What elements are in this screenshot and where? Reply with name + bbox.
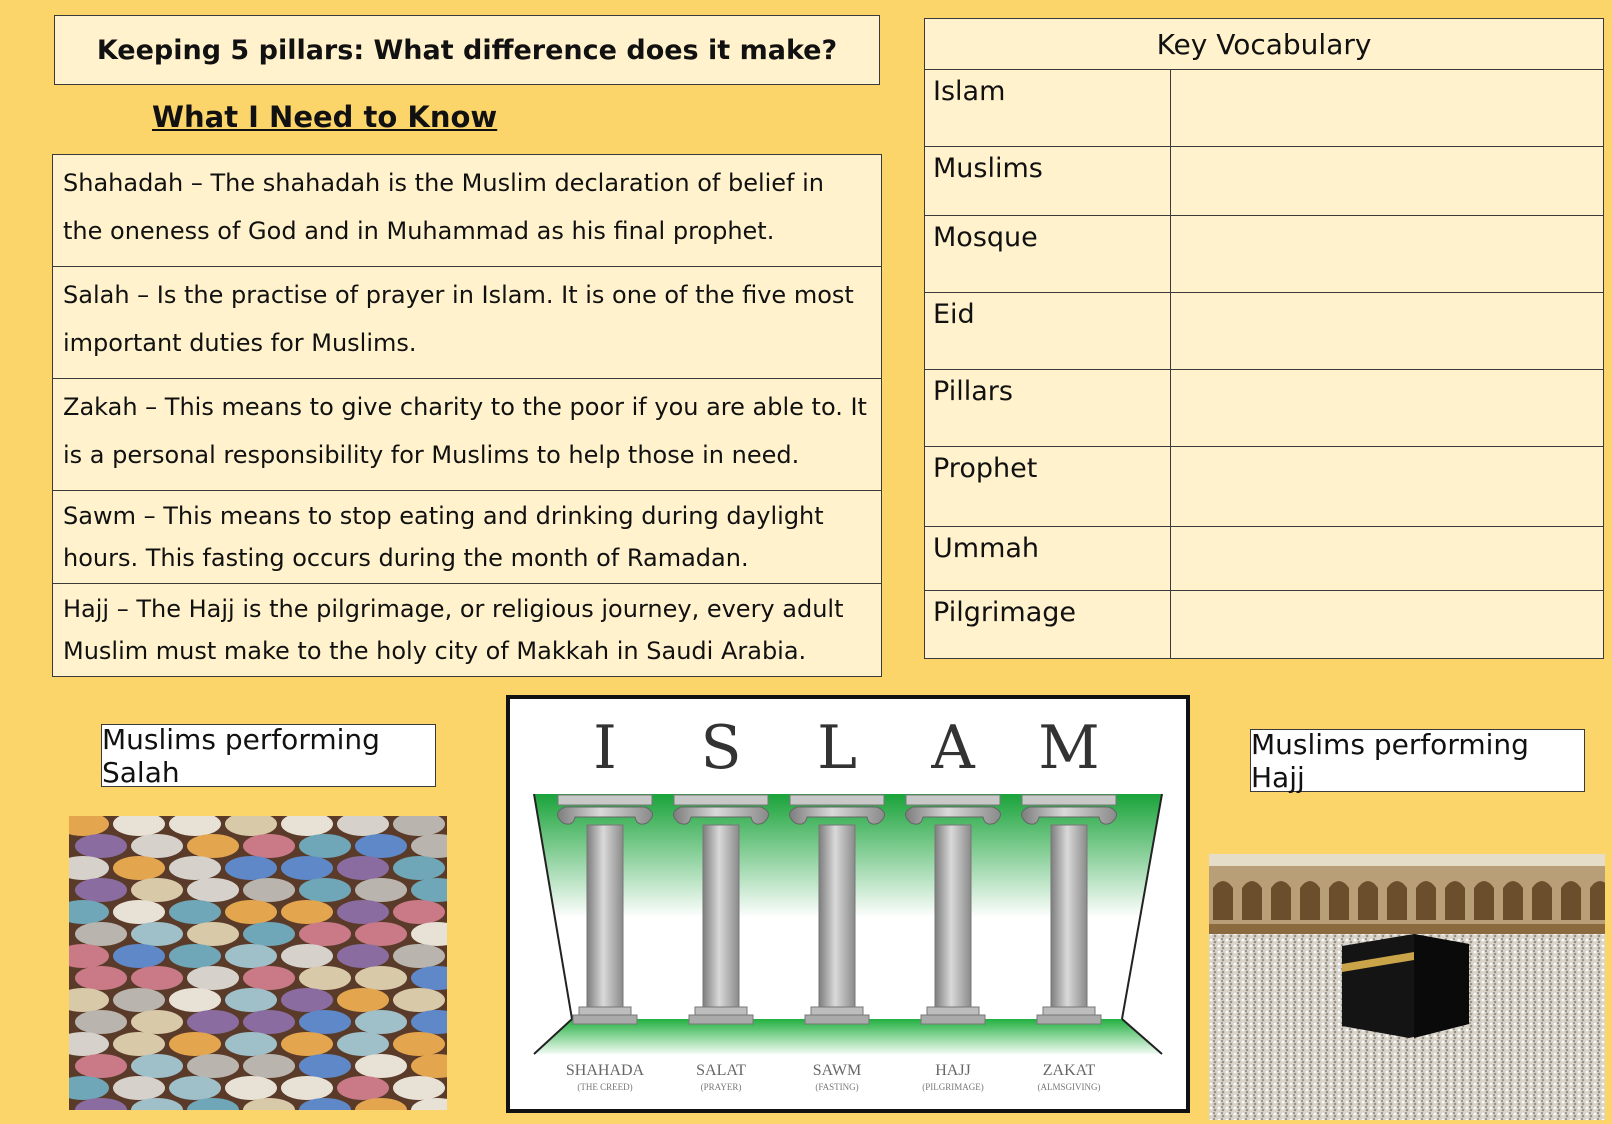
prayer-figure xyxy=(187,966,239,990)
prayer-figure xyxy=(131,1010,183,1034)
prayer-figure xyxy=(75,966,127,990)
arch xyxy=(1300,881,1320,920)
arch xyxy=(1416,881,1436,920)
vocab-definition-cell[interactable] xyxy=(1171,70,1604,147)
salah-photo xyxy=(69,816,447,1110)
prayer-figure xyxy=(281,856,333,880)
worksheet-title: Keeping 5 pillars: What difference does it make? xyxy=(96,34,838,66)
vocab-word: Islam xyxy=(925,70,1171,147)
arch xyxy=(1213,881,1233,920)
pillar-name-shahada: SHAHADA xyxy=(565,1062,645,1079)
prayer-figure xyxy=(243,922,295,946)
pillar-sub-creed: (THE CREED) xyxy=(577,1082,633,1092)
arch xyxy=(1329,881,1349,920)
prayer-figure xyxy=(299,1010,351,1034)
prayer-figure xyxy=(393,944,445,968)
prayer-figure xyxy=(243,1054,295,1078)
prayer-figure xyxy=(299,966,351,990)
prayer-figure xyxy=(393,988,445,1012)
salah-caption: Muslims performing Salah xyxy=(101,724,436,787)
hajj-caption: Muslims performing Hajj xyxy=(1250,729,1585,792)
prayer-figure xyxy=(225,1032,277,1056)
arch xyxy=(1445,881,1465,920)
prayer-figure xyxy=(75,834,127,858)
vocab-definition-cell[interactable] xyxy=(1171,216,1604,293)
pillar-name-zakat: ZAKAT xyxy=(1042,1062,1096,1079)
prayer-figure xyxy=(187,1010,239,1034)
hajj-photo xyxy=(1209,854,1605,1120)
vocab-word: Eid xyxy=(925,293,1171,370)
prayer-figure xyxy=(243,834,295,858)
prayer-figure xyxy=(75,878,127,902)
arch xyxy=(1271,881,1291,920)
prayer-figure xyxy=(187,1054,239,1078)
prayer-figure xyxy=(243,966,295,990)
prayer-figure xyxy=(113,856,165,880)
prayer-figure xyxy=(281,988,333,1012)
vocab-word: Pilgrimage xyxy=(925,591,1171,659)
arch xyxy=(1561,881,1581,920)
prayer-figure xyxy=(281,1032,333,1056)
vocab-word: Prophet xyxy=(925,447,1171,527)
vocab-title: Key Vocabulary xyxy=(925,19,1604,70)
prayer-figure xyxy=(355,878,407,902)
vocab-definition-cell[interactable] xyxy=(1171,591,1604,659)
arch xyxy=(1358,881,1378,920)
prayer-figure xyxy=(169,856,221,880)
prayer-figure xyxy=(113,944,165,968)
poster-letter-l: L xyxy=(817,713,857,783)
prayer-figure xyxy=(75,1054,127,1078)
prayer-figure xyxy=(355,834,407,858)
pillar-name-hajj: HAJJ xyxy=(935,1062,971,1079)
prayer-figure xyxy=(131,922,183,946)
prayer-figure xyxy=(299,922,351,946)
vocab-word: Mosque xyxy=(925,216,1171,293)
pillars-table xyxy=(52,154,882,677)
prayer-figure xyxy=(187,834,239,858)
prayer-figure xyxy=(355,922,407,946)
poster-letter-m: M xyxy=(1038,713,1100,783)
pillar-name-salat: SALAT xyxy=(696,1062,746,1079)
pillar-shahadah: Shahadah – The shahadah is the Muslim declaration of belief in the oneness of God and in Muhammad as his final prophet. xyxy=(53,155,882,267)
arch xyxy=(1387,881,1407,920)
pillar-sub-almsgiving: (ALMSGIVING) xyxy=(1037,1082,1101,1092)
arch xyxy=(1532,881,1552,920)
vocab-word: Muslims xyxy=(925,147,1171,216)
prayer-figure xyxy=(187,878,239,902)
vocab-definition-cell[interactable] xyxy=(1171,527,1604,591)
prayer-figure xyxy=(113,988,165,1012)
prayer-figure xyxy=(187,922,239,946)
pillar-hajj: Hajj – The Hajj is the pilgrimage, or religious journey, every adult Muslim must make to the holy city of Makkah in Saudi Arabia. xyxy=(53,584,882,677)
prayer-figure xyxy=(337,1076,389,1100)
prayer-figure xyxy=(225,900,277,924)
prayer-figure xyxy=(169,1032,221,1056)
pillar-name-sawm: SAWM xyxy=(812,1062,862,1079)
arch xyxy=(1242,881,1262,920)
pillar-salah: Salah – Is the practise of prayer in Islam. It is one of the five most important duties for Muslims. xyxy=(53,267,882,379)
prayer-figure xyxy=(393,856,445,880)
prayer-figure xyxy=(337,988,389,1012)
poster-letter-a: A xyxy=(931,713,975,783)
prayer-figure xyxy=(337,944,389,968)
prayer-figure xyxy=(243,878,295,902)
prayer-figure xyxy=(131,1054,183,1078)
poster-letter-i: I xyxy=(593,713,617,783)
arch xyxy=(1503,881,1523,920)
prayer-figure xyxy=(225,856,277,880)
pillar-zakah: Zakah – This means to give charity to the poor if you are able to. It is a personal responsibility for Muslims to help those in need. xyxy=(53,379,882,491)
prayer-figure xyxy=(393,1076,445,1100)
need-to-know-heading: What I Need to Know xyxy=(152,100,498,134)
prayer-figure xyxy=(131,878,183,902)
prayer-figure xyxy=(113,900,165,924)
prayer-figure xyxy=(281,900,333,924)
arch xyxy=(1590,881,1605,920)
prayer-figure xyxy=(299,878,351,902)
vocab-word: Pillars xyxy=(925,370,1171,447)
arch xyxy=(1474,881,1494,920)
prayer-figure xyxy=(337,856,389,880)
pillar-sub-pilgrimage: (PILGRIMAGE) xyxy=(922,1082,984,1092)
prayer-figure xyxy=(355,966,407,990)
vocab-definition-cell[interactable] xyxy=(1171,293,1604,370)
prayer-figure xyxy=(169,900,221,924)
prayer-figure xyxy=(113,1032,165,1056)
prayer-figure xyxy=(225,944,277,968)
prayer-figure xyxy=(131,966,183,990)
prayer-figure xyxy=(337,900,389,924)
prayer-figure xyxy=(113,1076,165,1100)
prayer-figure xyxy=(281,944,333,968)
prayer-figure xyxy=(393,1032,445,1056)
pillar-sub-prayer: (PRAYER) xyxy=(700,1082,742,1092)
prayer-figure xyxy=(75,1010,127,1034)
prayer-figure xyxy=(337,1032,389,1056)
vocab-definition-cell[interactable] xyxy=(1171,447,1604,527)
prayer-figure xyxy=(169,988,221,1012)
worksheet-title-box xyxy=(54,15,880,85)
prayer-figure xyxy=(225,1076,277,1100)
prayer-figure xyxy=(75,922,127,946)
prayer-figure xyxy=(225,988,277,1012)
prayer-figure xyxy=(393,900,445,924)
prayer-figure xyxy=(355,1054,407,1078)
prayer-figure xyxy=(131,834,183,858)
vocab-definition-cell[interactable] xyxy=(1171,370,1604,447)
prayer-figure xyxy=(299,1054,351,1078)
vocab-table xyxy=(924,18,1604,659)
islam-pillars-poster xyxy=(506,695,1190,1113)
prayer-figure xyxy=(355,1010,407,1034)
pillar-sawm: Sawm – This means to stop eating and drinking during daylight hours. This fasting occurs during the month of Ramadan. xyxy=(53,491,882,584)
vocab-word: Ummah xyxy=(925,527,1171,591)
prayer-figure xyxy=(281,1076,333,1100)
poster-letter-s: S xyxy=(700,713,742,783)
pillar-sub-fasting: (FASTING) xyxy=(815,1082,859,1092)
prayer-figure xyxy=(299,834,351,858)
prayer-figure xyxy=(169,944,221,968)
prayer-figure xyxy=(169,1076,221,1100)
prayer-figure xyxy=(243,1010,295,1034)
vocab-definition-cell[interactable] xyxy=(1171,147,1604,216)
